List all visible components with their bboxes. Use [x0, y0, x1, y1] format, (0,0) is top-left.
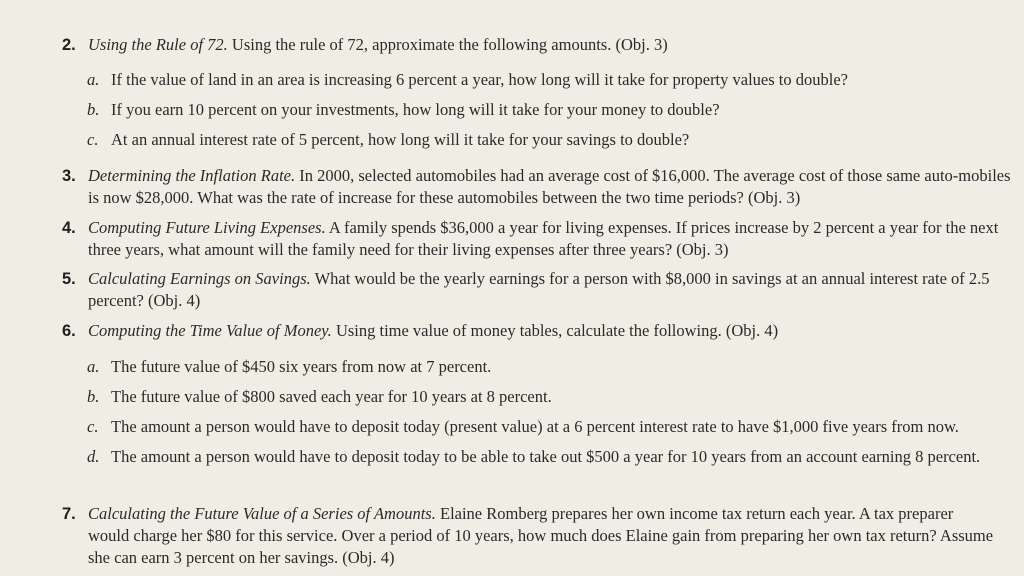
- subitem-letter: c.: [87, 417, 99, 436]
- problem-text: [88, 320, 1012, 342]
- subitem-letter: a.: [87, 70, 100, 89]
- problem-body: A family spends $36,000 a year for living expenses. If prices increase by 2 percent a year for the next three years, what amount will the family need for their living expenses after three years? (Obj. 3): [88, 218, 999, 259]
- subitem-letter: b.: [87, 100, 100, 119]
- problem-text: [88, 503, 998, 569]
- problem-body: Using the rule of 72, approximate the following amounts. (Obj. 3): [231, 35, 668, 54]
- problem-number: 5.: [62, 270, 76, 288]
- problem-text: [88, 268, 1012, 312]
- subitem-letter: d.: [87, 447, 100, 466]
- problem-body: Elaine Romberg prepares her own income tax return each year. A tax preparer would charge her $80 for this service. Over a period of 10 years, how much does Elaine gain from preparing her own tax return? Assume she can earn 3 percent on her savings. (Obj. 4): [88, 504, 994, 567]
- subitem-text: The amount a person would have to deposit today (present value) at a 6 percent interest rate to have $1,000 five years from now.: [111, 417, 959, 436]
- subitem-text: The future value of $800 saved each year for 10 years at 8 percent.: [111, 387, 552, 406]
- subitem-letter: b.: [87, 387, 100, 406]
- subitem-text: If the value of land in an area is increasing 6 percent a year, how long will it take for property values to double?: [111, 70, 848, 89]
- problem-title: Calculating Earnings on Savings.: [88, 269, 311, 288]
- problem-title: Using the Rule of 72.: [88, 35, 228, 54]
- problem-text: [88, 217, 1012, 261]
- subitem-letter: a.: [87, 357, 100, 376]
- problem-body: In 2000, selected automobiles had an average cost of $16,000. The average cost of those same auto-mobiles is now $28,000. What was the rate of increase for these automobiles between the two time periods? (Obj. 3): [88, 166, 1011, 207]
- subitem-text: The amount a person would have to deposit today to be able to take out $500 a year for 10 years from an account earning 8 percent.: [111, 447, 981, 466]
- problem-number: 7.: [62, 505, 76, 523]
- problem-text: [88, 165, 1012, 209]
- subitem-text: If you earn 10 percent on your investments, how long will it take for your money to double?: [111, 100, 720, 119]
- subitem-text: The future value of $450 six years from now at 7 percent.: [111, 357, 492, 376]
- problem-text: [88, 34, 1012, 56]
- problem-body: Using time value of money tables, calculate the following. (Obj. 4): [335, 321, 779, 340]
- problem-title: Determining the Inflation Rate.: [88, 166, 296, 185]
- problem-body: What would be the yearly earnings for a person with $8,000 in savings at an annual interest rate of 2.5 percent? (Obj. 4): [88, 269, 990, 310]
- problem-number: 3.: [62, 167, 76, 185]
- problem-number: 4.: [62, 219, 76, 237]
- problem-title: Calculating the Future Value of a Series of Amounts.: [88, 504, 436, 523]
- problem-number: 2.: [62, 36, 76, 54]
- problem-title: Computing the Time Value of Money.: [88, 321, 332, 340]
- problem-number: 6.: [62, 322, 76, 340]
- subitem-text: At an annual interest rate of 5 percent, how long will it take for your savings to double?: [111, 130, 690, 149]
- problem-title: Computing Future Living Expenses.: [88, 218, 326, 237]
- subitem-letter: c.: [87, 130, 99, 149]
